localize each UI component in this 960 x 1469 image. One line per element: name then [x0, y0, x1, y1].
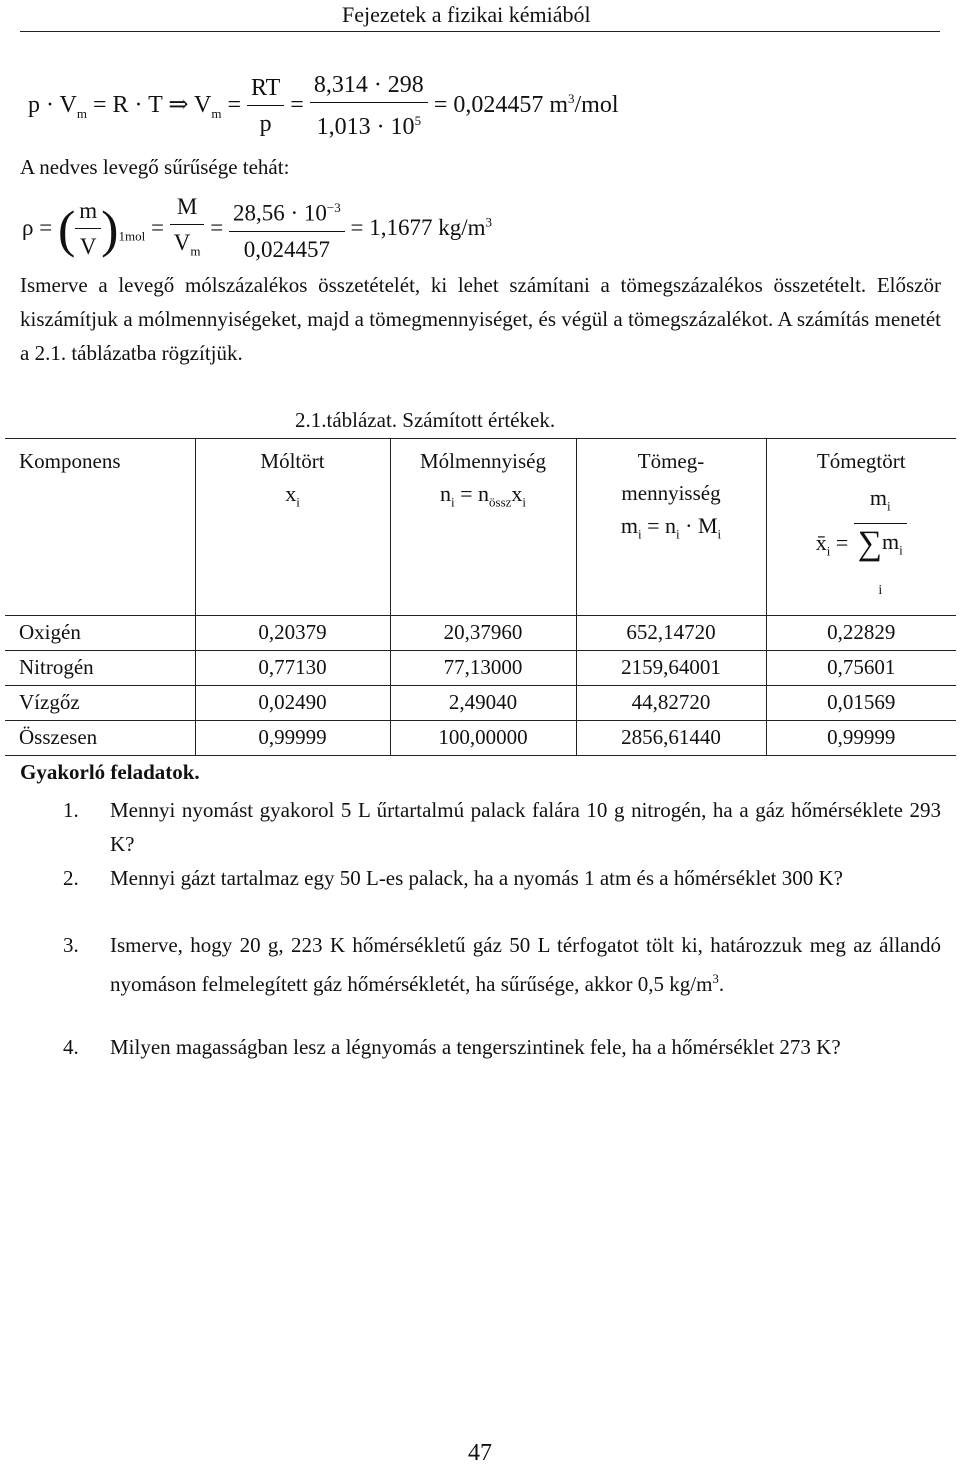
page-number: 47 — [468, 1440, 492, 1466]
header-komponens: Komponens — [5, 439, 195, 616]
fraction-rt-over-p: $\frac{RT}{p}$ — [247, 71, 284, 142]
table-header-row — [5, 439, 956, 616]
fraction-mass-fraction: $m_i$ $\sum m_i$ i — [854, 481, 907, 609]
table-row: Oxigén 0,20379 20,37960 652,14720 0,22829 — [5, 615, 956, 650]
header-tomegmennyiseg: Tömeg- mennyisség $m_i = n_i \cdot M_i$ — [576, 439, 766, 616]
table-caption: 2.1.táblázat. Számított értékek. — [295, 408, 556, 432]
header-moltort: Móltört $x_i$ — [195, 439, 390, 616]
page-header — [20, 0, 940, 32]
body-paragraph: Ismerve a levegő mólszázalékos összetételét, ki lehet számítani a tömegszázalékos összetételt. Először kiszámítjuk a mólmennyiségeket, majd a tömegmennyiséget, és végül a tömegszázalékot. A számítás menetét a 2.1. táblázatba rögzítjük. — [20, 273, 941, 365]
equation-density: ρ = ( $\frac{m}{V}$ )$_{1mol}$ = $\frac{M}{V_m}$ = $\frac{28,56 \cdot 10^{-3}}{0,024457}$ = 1,1677 $kg/m^3$ — [22, 190, 492, 270]
table-row: Nitrogén 0,77130 77,13000 2159,64001 0,75601 — [5, 650, 956, 685]
header-molmennyiseg: Mólmennyiség $n_i = n_{össz}x_i$ — [390, 439, 576, 616]
equation-molar-volume: $p \cdot V_m = R \cdot T$ ⇒ $V_m$ = $\frac{RT}{p}$ = $\frac{8,314 \cdot 298}{1,013 \cdot 10^5}$ = 0,024457 $m^3$/mol — [28, 68, 619, 145]
fraction-numeric: $\frac{8,314 \cdot 298}{1,013 \cdot 10^5}$ — [310, 68, 428, 145]
density-intro: A nedves levegő sűrűsége tehát: — [20, 155, 290, 179]
exercises-title: Gyakorló feladatok. — [20, 760, 200, 784]
header-title: Fejezetek a fizikai kémiából — [342, 2, 591, 27]
table-row: Összesen 0,99999 100,00000 2856,61440 0,99999 — [5, 720, 956, 755]
fraction-m-over-vm: $\frac{M}{V_m}$ — [170, 190, 205, 270]
fraction-density-numeric: $\frac{28,56 \cdot 10^{-3}}{0,024457}$ — [229, 191, 345, 268]
exercise-item: 3. Ismerve, hogy 20 g, 223 K hőmérsékletű gáz 50 L térfogatot tölt ki, határozzuk meg az állandó nyomáson felmelegített gáz hőmérsékletét, ha sűrűsége, akkor 0,5 $kg/m^3$. — [63, 933, 941, 996]
table-row: Vízgőz 0,02490 2,49040 44,82720 0,01569 — [5, 685, 956, 720]
fraction-m-over-v: $\frac{m}{V}$ — [75, 194, 101, 265]
exercise-item: 4. Milyen magasságban lesz a légnyomás a tengerszintinek fele, ha a hőmérséklet 273 K? — [63, 1035, 841, 1059]
data-table — [5, 438, 956, 756]
header-tomegtort: Tómegtört $x̄_i$ = $m_i$ $\sum m_i$ i — [766, 439, 956, 616]
exercise-item: 2. Mennyi gázt tartalmaz egy 50 L-es palack, ha a nyomás 1 atm és a hőmérséklet 300 K? — [63, 866, 843, 890]
exercise-item: 1. Mennyi nyomást gyakorol 5 L űrtartalmú palack falára 10 g nitrogén, ha a gáz hőmérséklete 293 K? — [63, 798, 941, 856]
